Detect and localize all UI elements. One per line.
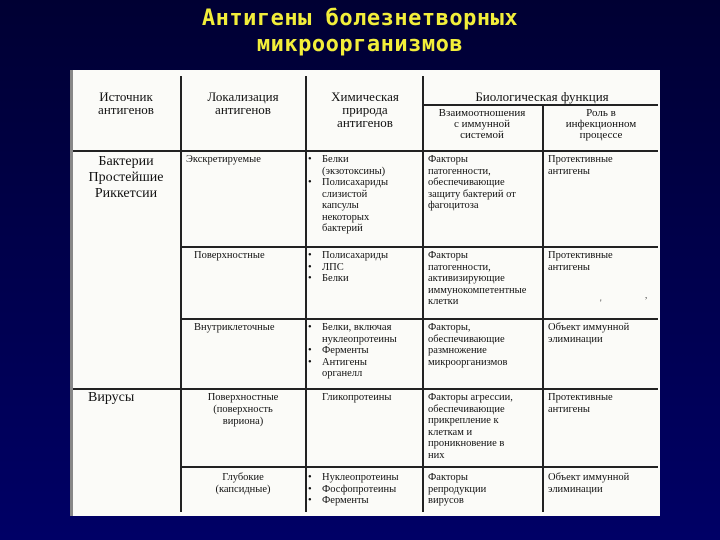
infection-role-cell: Объект иммунной элиминации: [548, 322, 630, 345]
scan-artifact: ': [600, 298, 602, 308]
infection-role-cell: Протективные антигены: [548, 392, 613, 415]
row-divider: [70, 388, 658, 390]
infection-role-cell: Протективные антигены: [548, 154, 613, 177]
localization-cell: Глубокие (капсидные): [215, 472, 271, 495]
source-viruses: Вирусы: [88, 390, 135, 405]
header-infection-role: Роль в инфекционном процессе: [565, 107, 637, 141]
chemical-cell: • Белки, включая нуклеопротеины • Ферменты • Антигены органелл: [308, 322, 397, 379]
immune-relation-cell: Факторы, обеспечивающие размножение микроорганизмов: [428, 322, 508, 368]
header-divider: [70, 150, 658, 152]
slide-title: [0, 6, 720, 58]
row-divider: [180, 246, 658, 248]
immune-relation-cell: Факторы репродукции вирусов: [428, 472, 487, 506]
column-divider: [542, 106, 544, 512]
column-divider: [180, 76, 182, 512]
header-immune-relations: Взаимоотношения с иммунной системой: [438, 107, 526, 141]
scanned-table: [70, 70, 660, 516]
chemical-cell: • Полисахариды • ЛПС • Белки: [308, 250, 389, 284]
source-bacteria: Бактерии Простейшие Риккетсии: [88, 154, 164, 201]
scan-artifact: ,: [645, 290, 648, 300]
localization-cell: Поверхностные: [194, 250, 265, 261]
immune-relation-cell: Факторы патогенности, обеспечивающие защиту бактерий от фагоцитоза: [428, 154, 516, 211]
header-localization: Локализация антигенов: [207, 89, 279, 117]
header-biological-function: Биологическая функция: [475, 89, 609, 104]
slide-title-line-2: микроорганизмов: [256, 32, 464, 57]
column-divider: [305, 76, 307, 512]
chemical-cell: Гликопротеины: [322, 392, 392, 403]
row-divider: [180, 318, 658, 320]
slide-title-line-1: Антигены болезнетворных: [201, 6, 519, 31]
chemical-cell: • Белки (экзотоксины) • Полисахариды слизистой капсулы некоторых бактерий: [308, 154, 389, 234]
scan-edge: [70, 70, 73, 516]
column-divider: [422, 76, 424, 512]
localization-cell: Внутриклеточные: [194, 322, 275, 333]
header-chemical: Химическая природа антигенов: [331, 89, 399, 130]
row-divider: [422, 104, 658, 106]
infection-role-cell: Протективные антигены: [548, 250, 613, 273]
chemical-cell: • Нуклеопротеины • Фосфопротеины • Ферменты: [308, 472, 399, 506]
immune-relation-cell: Факторы агрессии, обеспечивающие прикрепление к клеткам и проникновение в них: [428, 392, 513, 461]
infection-role-cell: Объект иммунной элиминации: [548, 472, 630, 495]
localization-cell: Поверхностные (поверхность вириона): [207, 392, 279, 427]
row-divider: [180, 466, 658, 468]
localization-cell: Экскретируемые: [186, 154, 261, 165]
immune-relation-cell: Факторы патогенности, активизирующие иммунокомпетентные клетки: [428, 250, 527, 307]
header-source: Источник антигенов: [98, 89, 154, 117]
